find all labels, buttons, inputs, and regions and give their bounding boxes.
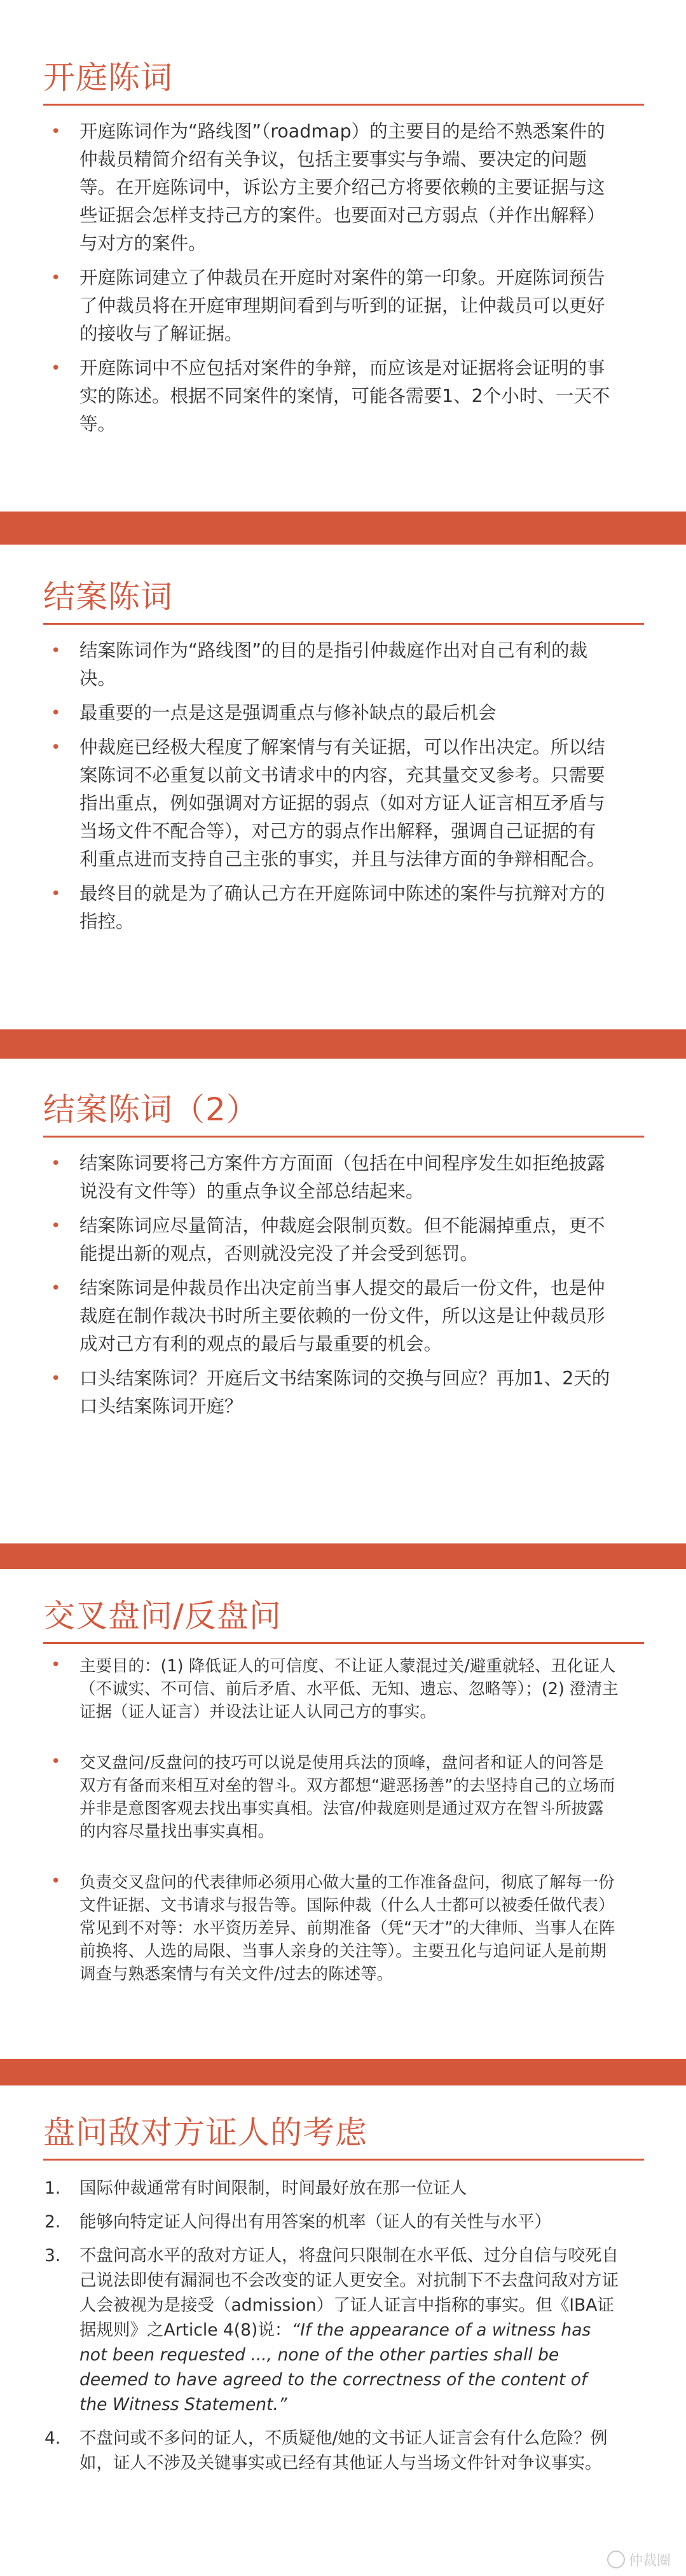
section-cross-examination <box>0 1569 686 2059</box>
bullet-icon: • <box>51 641 61 660</box>
bullet-list <box>0 118 686 445</box>
iba-quote: “If the appearance of a witness has not been requested ..., none of the other parties shall be deemed to have agreed to the correctness of the content of the Witness Statement.” <box>79 2320 591 2414</box>
list-item: 4. 不盘问或不多问的证人，不质疑他/她的文书证人证言会有什么危险？例如，证人不涉及关键事实或已经有其他证人与当场文件针对争议事实。 <box>0 2426 620 2475</box>
list-item: 2. 能够向特定证人问得出有用答案的机率（证人的有关性与水平） <box>0 2210 620 2234</box>
bullet-list <box>0 1655 686 2014</box>
section-title: 开庭陈词 <box>43 59 173 96</box>
bullet-list <box>0 1150 686 1427</box>
bullet-icon: • <box>51 1154 61 1173</box>
bullet-icon: • <box>51 1279 61 1298</box>
list-item: 3. 不盘问高水平的敌对方证人，将盘问只限制在水平低、过分自信与咬死自己说法即使有漏洞也不会改变的证人更安全。对抗制下不去盘问敌对方证人会被视为是接受（admission）了证人证言中指称的事实。但《IBA证据规则》之Article 4(8)说：“If the appearance of a witness has not been requested ..., none of the other parties shall be deemed to have agreed to the correctness of the content of the Witness Statement.” <box>0 2243 620 2417</box>
bullet-icon: • <box>51 704 61 723</box>
title-underline <box>43 104 644 106</box>
numbered-list <box>0 2176 686 2484</box>
section-divider <box>0 1029 686 1059</box>
list-item: 1. 国际仲裁通常有时间限制，时间最好放在那一位证人 <box>0 2176 620 2201</box>
section-title: 盘问敌对方证人的考虑 <box>43 2114 367 2151</box>
title-underline <box>43 1642 644 1644</box>
list-item: • 开庭陈词作为“路线图”（roadmap）的主要目的是给不熟悉案件的仲裁员精简介绍有关争议，包括主要事实与争端、要决定的问题等。在开庭陈词中，诉讼方主要介绍己方将要依赖的主要证据与这些证据会怎样支持己方的案件。也要面对己方弱点（并作出解释）与对方的案件。 <box>0 118 614 258</box>
list-item: • 开庭陈词中不应包括对案件的争辩，而应该是对证据将会证明的事实的陈述。根据不同案件的案情，可能各需要1、2个小时、一天不等。 <box>0 354 614 438</box>
logo-icon <box>607 2551 625 2568</box>
list-item: • 主要目的：(1) 降低证人的可信度、不让证人蒙混过关/避重就轻、丑化证人（不诚实、不可信、前后矛盾、水平低、无知、遗忘、忽略等）；(2) 澄清主证据（证人证言）并设法让证人认同己方的事实。 <box>0 1655 620 1723</box>
list-item: • 结案陈词要将己方案件方方面面（包括在中间程序发生如拒绝披露说没有文件等）的重点争议全部总结起来。 <box>0 1150 614 1206</box>
bullet-icon: • <box>51 884 61 903</box>
section-closing-statement <box>0 545 686 1028</box>
list-item: • 负责交叉盘问的代表律师必须用心做大量的工作准备盘问，彻底了解每一份文件证据、文书请求与报告等。国际仲裁（什么人士都可以被委任做代表）常见到不对等：水平资历差异、前期准备（凭“天才”的大律师、当事人在阵前换将、人选的局限、当事人亲身的关注等）。主要丑化与追问证人是前期调查与熟悉案情与有关文件/过去的陈述等。 <box>0 1871 620 1986</box>
list-item: • 交叉盘问/反盘问的技巧可以说是使用兵法的顶峰，盘问者和证人的问答是双方有备而来相互对垒的智斗。双方都想“避恶扬善”的去坚持自己的立场而并非是意图客观去找出事实真相。法官/仲裁庭则是通过双方在智斗所披露的内容尽量找出事实真相。 <box>0 1751 620 1843</box>
bullet-icon: • <box>51 738 61 757</box>
section-adverse-witness <box>0 2085 686 2576</box>
section-closing-statement-2 <box>0 1059 686 1542</box>
list-item: • 结案陈词是仲裁员作出决定前当事人提交的最后一份文件，也是仲裁庭在制作裁决书时所主要依赖的一份文件，所以这是让仲裁员形成对己方有利的观点的最后与最重要的机会。 <box>0 1274 614 1358</box>
bullet-icon: • <box>51 1655 61 1674</box>
section-divider <box>0 512 686 545</box>
bullet-icon: • <box>51 268 61 288</box>
section-title: 结案陈词 <box>43 578 173 615</box>
list-item: • 仲裁庭已经极大程度了解案情与有关证据，可以作出决定。所以结案陈词不必重复以前文书请求中的内容，充其量交叉参考。只需要指出重点，例如强调对方证据的弱点（如对方证人证言相互矛盾与当场文件不配合等），对己方的弱点作出解释，强调自己证据的有利重点进而支持自己主张的事实，并且与法律方面的争辩相配合。 <box>0 734 614 874</box>
section-title: 交叉盘问/反盘问 <box>43 1598 282 1634</box>
list-item: • 口头结案陈词？开庭后文书结案陈词的交换与回应？再加1、2天的口头结案陈词开庭？ <box>0 1365 614 1421</box>
bullet-icon: • <box>51 122 61 141</box>
bullet-icon: • <box>51 1369 61 1388</box>
list-item: • 开庭陈词建立了仲裁员在开庭时对案件的第一印象。开庭陈词预告了仲裁员将在开庭审理期间看到与听到的证据，让仲裁员可以更好的接收与了解证据。 <box>0 264 614 348</box>
section-opening-statement <box>0 0 686 509</box>
watermark: 仲裁圈 <box>607 2550 671 2570</box>
item-number: 1. <box>45 2178 61 2198</box>
bullet-list <box>0 637 686 942</box>
title-underline <box>43 623 644 625</box>
bullet-icon: • <box>51 1752 61 1771</box>
section-divider <box>0 2059 686 2085</box>
bullet-icon: • <box>51 1216 61 1236</box>
title-underline <box>43 1136 644 1138</box>
item-number: 3. <box>45 2246 61 2266</box>
bullet-icon: • <box>51 359 61 378</box>
list-item: • 结案陈词应尽量简洁，仲裁庭会限制页数。但不能漏掉重点，更不能提出新的观点，否则就没完没了并会受到惩罚。 <box>0 1212 614 1268</box>
title-underline <box>43 2159 644 2161</box>
list-item: • 最终目的就是为了确认己方在开庭陈词中陈述的案件与抗辩对方的指控。 <box>0 880 614 936</box>
list-item: • 结案陈词作为“路线图”的目的是指引仲裁庭作出对自己有利的裁决。 <box>0 637 614 693</box>
item-number: 2. <box>45 2212 61 2232</box>
section-divider <box>0 1543 686 1569</box>
bullet-icon: • <box>51 1872 61 1891</box>
section-title: 结案陈词（2） <box>43 1091 259 1128</box>
list-item: • 最重要的一点是这是强调重点与修补缺点的最后机会 <box>0 699 614 727</box>
item-number: 4. <box>45 2428 61 2448</box>
